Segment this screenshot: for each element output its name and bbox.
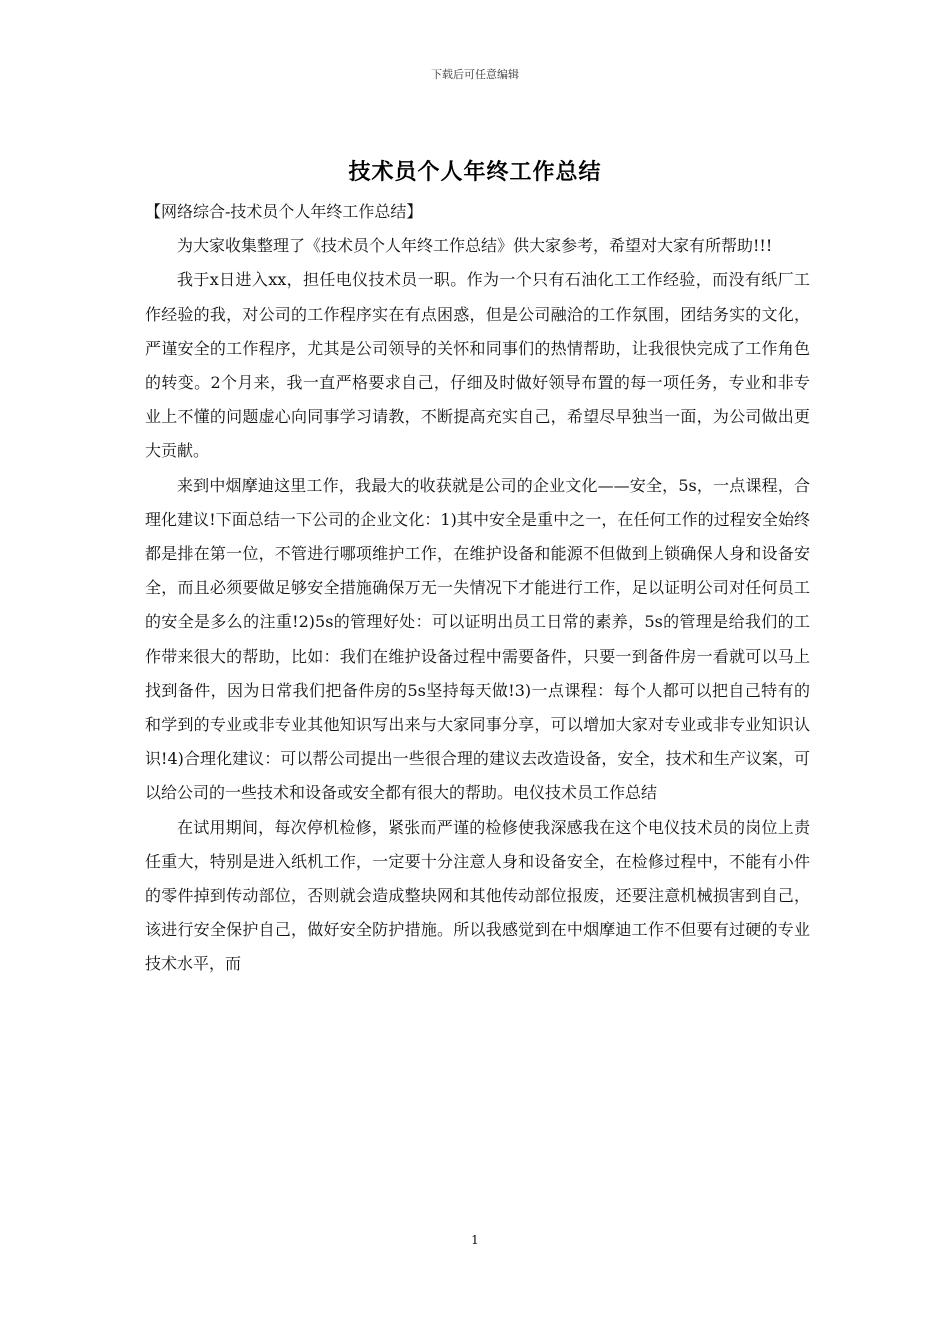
- page-number: 1: [471, 1233, 479, 1247]
- header-note: 下载后可任意编辑: [431, 68, 519, 81]
- paragraph: 为大家收集整理了《技术员个人年终工作总结》供大家参考，希望对大家有所帮助!!!: [177, 236, 773, 256]
- document-body: [145, 195, 810, 982]
- paragraph: 来到中烟摩迪这里工作，我最大的收获就是公司的企业文化——安全，5s，一点课程，合理化建议!下面总结一下公司的企业文化：1)其中安全是重中之一，在任何工作的过程安全始终都是排在第一位，不管进行哪项维护工作，在维护设备和能源不但做到上锁确保人身和设备安全，而且必须要做足够安全措施确保万无一失情况下才能进行工作，足以证明公司对任何员工的安全是多么的注重!2)5s的管理好处：可以证明出员工日常的素养，5s的管理是给我们的工作带来很大的帮助，比如：我们在维护设备过程中需要备件，只要一到备件房一看就可以马上找到备件，因为日常我们把备件房的5s坚持每天做!3)一点课程：每个人都可以把自己特有的和学到的专业或非专业其他知识写出来与大家同事分享，可以增加大家对专业或非专业知识认识!4)合理化建议：可以帮公司提出一些很合理的建议去改造设备，安全，技术和生产议案，可以给公司的一些技术和设备或安全都有很大的帮助。电仪技术员工作总结: [145, 475, 810, 803]
- document-title: 技术员个人年终工作总结: [348, 159, 602, 185]
- source-tag: 【网络综合-技术员个人年终工作总结】: [145, 202, 423, 221]
- paragraph: 我于x日进入xx，担任电仪技术员一职。作为一个只有石油化工工作经验，而没有纸厂工作经验的我，对公司的工作程序实在有点困惑，但是公司融洽的工作氛围，团结务实的文化，严谨安全的工作程序，尤其是公司领导的关怀和同事们的热情帮助，让我很快完成了工作角色的转变。2个月来，我一直严格要求自己，仔细及时做好领导布置的每一项任务，专业和非专业上不懂的问题虚心向同事学习请教，不断提高充实自己，希望尽早独当一面，为公司做出更大贡献。: [145, 270, 810, 461]
- paragraph: 在试用期间，每次停机检修，紧张而严谨的检修使我深感我在这个电仪技术员的岗位上责任重大，特别是进入纸机工作，一定要十分注意人身和设备安全，在检修过程中，不能有小件的零件掉到传动部位，否则就会造成整块网和其他传动部位报废，还要注意机械损害到自己，该进行安全保护自己，做好安全防护措施。所以我感觉到在中烟摩迪工作不但要有过硬的专业技术水平，而: [145, 817, 810, 974]
